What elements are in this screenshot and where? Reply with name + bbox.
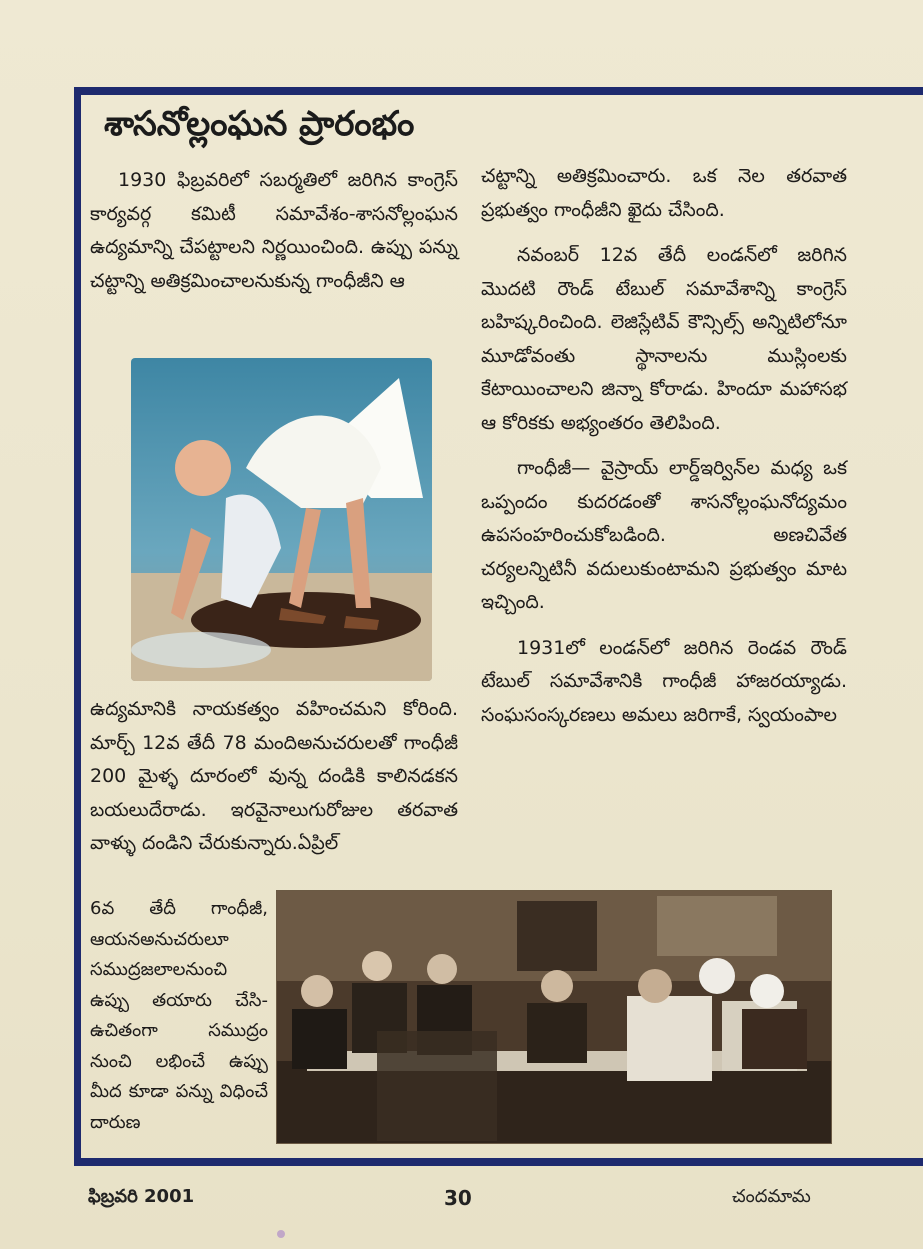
- frame-top-border: [74, 87, 923, 95]
- paragraph: ఉద్యమానికి నాయకత్వం వహించమని కోరింది. మార్చ్ 12వ తేదీ 78 మందిఅనుచరులతో గాంధీజీ 200 మైళ్ళ దూరంలో వున్న దండికి కాలినడకన బయలుదేరాడు. ఇరవైనాలుగురోజుల తరవాత వాళ్ళు దండిని చేరుకున్నారు.ఏప్రిల్: [90, 698, 458, 854]
- page-number: 30: [444, 1186, 472, 1210]
- article-title: శాసనోల్లంఘన ప్రారంభం: [104, 104, 415, 144]
- frame-left-border: [74, 87, 81, 1165]
- paragraph: చట్టాన్ని అతిక్రమించారు. ఒక నెల తరవాత ప్రభుత్వం గాంధీజీని ఖైదు చేసింది.: [481, 165, 847, 221]
- paragraph: 6వ తేదీ గాంధీజీ, ఆయనఅనుచరులూ సముద్రజలాలనుంచి ఉప్పు తయారు చేసి- ఉచితంగా సముద్రం నుంచి లభించే ఉప్పు మీద కూడా పన్ను విధించే దారుణ: [90, 898, 268, 1133]
- paragraph: గాంధీజీ— వైస్రాయ్ లార్డ్ఇర్విన్‌ల మధ్య ఒక ఒప్పందం కుదరడంతో శాసనోల్లంఘనోద్యమం ఉపసంహరించుకోబడింది. అణచివేత చర్యలన్నిటినీ వదులుకుంటామని ప్రభుత్వం మాట ఇచ్చింది.: [481, 457, 847, 613]
- left-column-middle: [90, 693, 458, 861]
- magazine-name: చందమామ: [732, 1186, 811, 1207]
- gandhi-salt-illustration: [131, 358, 432, 681]
- left-column-narrow: [90, 894, 268, 1138]
- paragraph: నవంబర్ 12వ తేదీ లండన్‌లో జరిగిన మొదటి రౌండ్ టేబుల్ సమావేశాన్ని కాంగ్రెస్ బహిష్కరించింది. లెజిస్లేటివ్ కౌన్సిల్స్ అన్నిటిలోనూ మూడోవంతు స్థానాలను ముస్లింలకు కేటాయించాలని జిన్నా కోరాడు. హిందూ మహాసభ ఆ కోరికకు అభ్యంతరం తెలిపింది.: [481, 244, 847, 434]
- round-table-conference-photo: [276, 890, 832, 1144]
- paragraph: 1930 ఫిబ్రవరిలో సబర్మతిలో జరిగిన కాంగ్రెస్ కార్యవర్గ కమిటీ సమావేశం-శాసనోల్లంఘన ఉద్యమాన్ని చేపట్టాలని నిర్ణయించింది. ఉప్పు పన్ను చట్టాన్ని అతిక్రమించాలనుకున్న గాంధీజీని ఆ: [90, 169, 458, 292]
- right-column: [481, 160, 847, 744]
- frame-bottom-border: [74, 1158, 923, 1166]
- print-dot-ornament: [277, 1230, 285, 1238]
- issue-date: ఫిబ్రవరి 2001: [88, 1186, 195, 1207]
- paragraph: 1931లో లండన్‌లో జరిగిన రెండవ రౌండ్ టేబుల్ సమావేశానికి గాంధీజీ హాజరయ్యాడు. సంఘసంస్కరణలు అమలు జరిగాకే, స్వయంపాల: [481, 636, 847, 726]
- left-column-top: [90, 164, 458, 310]
